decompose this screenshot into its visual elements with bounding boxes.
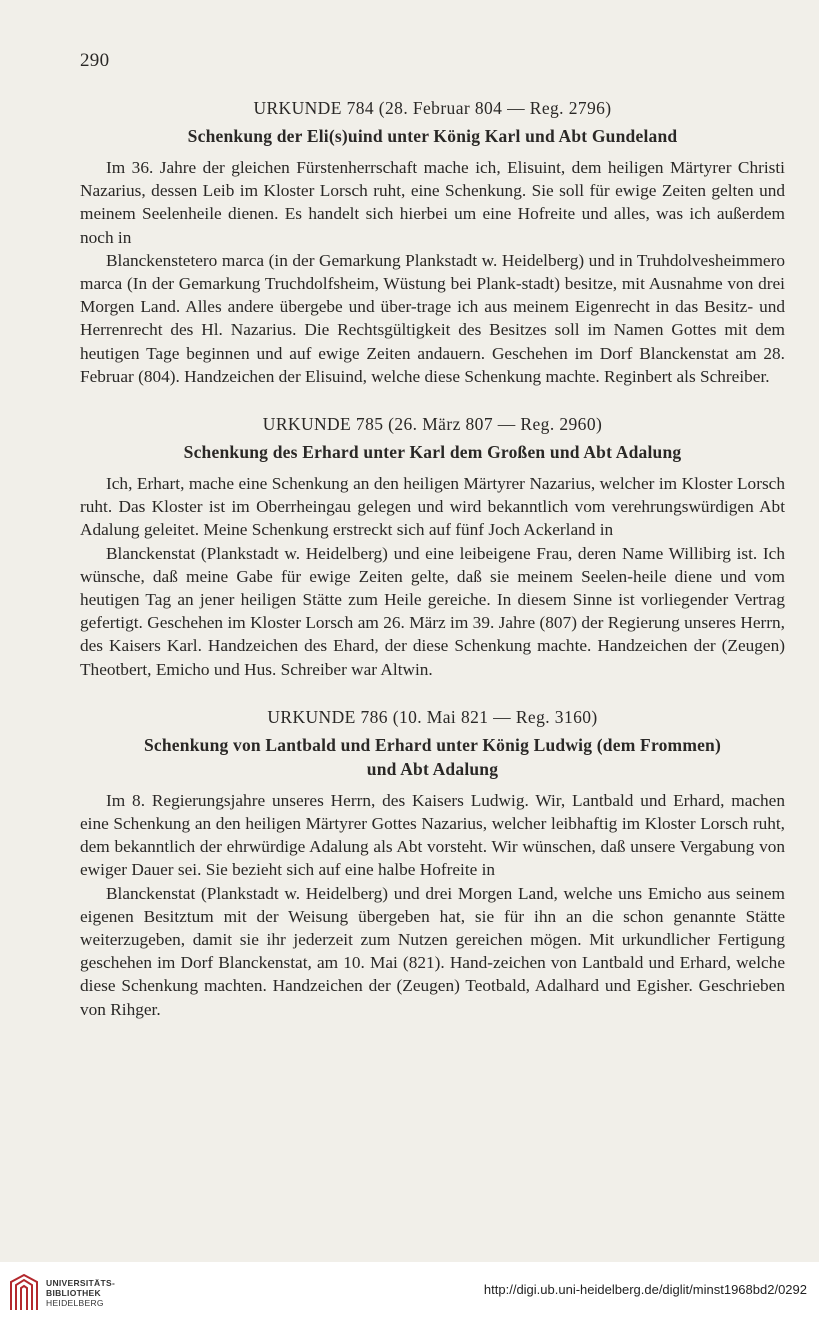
paragraph: Blanckenstat (Plankstadt w. Heidelberg) und drei Morgen Land, welche uns Emicho aus seinem eigenen Besitztum mit der Weisung übergeben hat, sie für ihn an die schon genannte Stätte weiterzugeben, damit sie ihr jederzeit zum Nutzen gereichen mögen. Mit urkundlicher Fertigung geschehen im Dorf Blanckenstat, am 10. Mai (821). Hand-zeichen von Lantbald und Erhard, welche diese Schenkung machten. Handzeichen der (Zeugen) Teotbald, Adalhard und Egisher. Geschrieben von Rihger. [80,883,785,1019]
paragraph: Im 36. Jahre der gleichen Fürstenherrschaft mache ich, Elisuint, dem heiligen Märtyrer Christi Nazarius, dessen Leib im Kloster Lorsch ruht, eine Schenkung. Sie soll für ewige Zeiten gelten und meinem Seelenheile dienen. Es handelt sich hierbei um eine Hofreite und alles, was ich außerdem noch in [80,158,785,247]
paragraph: Blanckenstetero marca (in der Gemarkung Plankstadt w. Heidelberg) und in Truhdolvesheimmero marca (In der Gemarkung Truchdolfsheim, Wüstung bei Plank-stadt) besitze, mit Ausnahme von drei Morgen Land. Alles andere übergebe und über-trage ich aus meinem Eigenrecht in das Besitz- und Herrenrecht des Hl. Nazarius. Die Rechtsgültigkeit des Besitzes soll im Namen Gottes mit dem heutigen Tage beginnen und auf ewige Zeiten andauern. Geschehen im Dorf Blanckenstat am 28. Februar (804). Handzeichen der Elisuind, welche diese Schenkung machte. Reginbert als Schreiber. [80,250,785,386]
section-heading: URKUNDE 786 (10. Mai 821 — Reg. 3160) [267,706,598,727]
library-name [46,1278,115,1308]
library-name-line: UNIVERSITÄTS- [46,1278,116,1288]
library-name-line: BIBLIOTHEK [46,1288,101,1298]
section-title-line: Schenkung von Lantbald und Erhard unter König Ludwig (dem Frommen) [143,734,722,755]
permalink-url[interactable]: http://digi.ub.uni-heidelberg.de/diglit/minst1968bd2/0292 [483,1282,807,1297]
section-title [80,440,785,464]
library-logo-icon[interactable] [8,1272,40,1312]
section-title-line: Schenkung der Eli(s)uind unter König Karl und Abt Gundeland [187,126,678,146]
section-heading: URKUNDE 785 (26. März 807 — Reg. 2960) [262,414,603,435]
document-body [80,96,785,1043]
section-heading: URKUNDE 784 (28. Februar 804 — Reg. 2796) [253,98,612,118]
paragraph: Ich, Erhart, mache eine Schenkung an den heiligen Märtyrer Nazarius, welcher im Kloster Lorsch ruht. Das Kloster ist im Oberrheingau gelegen und wird bekanntlich vom verehrungswürdigen Abt Adalung geleitet. Meine Schenkung erstreckt sich auf fünf Joch Ackerland in [80,474,785,540]
section-title-line: und Abt Adalung [366,758,499,779]
page-number: 290 [80,50,110,71]
section-urkunde-785 [80,412,785,681]
paragraph: Blanckenstat (Plankstadt w. Heidelberg) und eine leibeigene Frau, deren Name Willibirg ist. Ich wünsche, daß meine Gabe für ewige Zeiten gelte, daß sie meinem Seelen-heile diene und vom heutigen Tag an jener heiligen Stätte zum Heile gereiche. In diesem Sinne ist vorliegender Vertrag gefertigt. Geschehen im Kloster Lorsch am 26. März im 39. Jahre (807) der Regierung unseres Herrn, des Kaisers Karl. Handzeichen des Ehard, der diese Schenkung machte. Handzeichen der (Zeugen) Theotbert, Emicho und Hus. Schreiber war Altwin. [80,543,785,679]
section-title [80,124,785,148]
section-urkunde-784 [80,96,785,388]
section-title [80,733,785,781]
viewer-footer [0,1262,819,1323]
section-urkunde-786 [80,705,785,1021]
paragraph: Im 8. Regierungsjahre unseres Herrn, des Kaisers Ludwig. Wir, Lantbald und Erhard, machen eine Schenkung an den heiligen Märtyrer Gottes Nazarius, welcher leibhaftig im Kloster Lorsch ruht, dem bekanntlich der ehrwürdige Adalung als Abt vorsteht. Wir wünschen, daß unsere Vergabung von ewiger Dauer sei. Sie bezieht sich auf eine halbe Hofreite in [80,790,785,880]
section-title-line: Schenkung des Erhard unter Karl dem Großen und Abt Adalung [183,442,682,463]
library-name-line: HEIDELBERG [46,1298,104,1308]
